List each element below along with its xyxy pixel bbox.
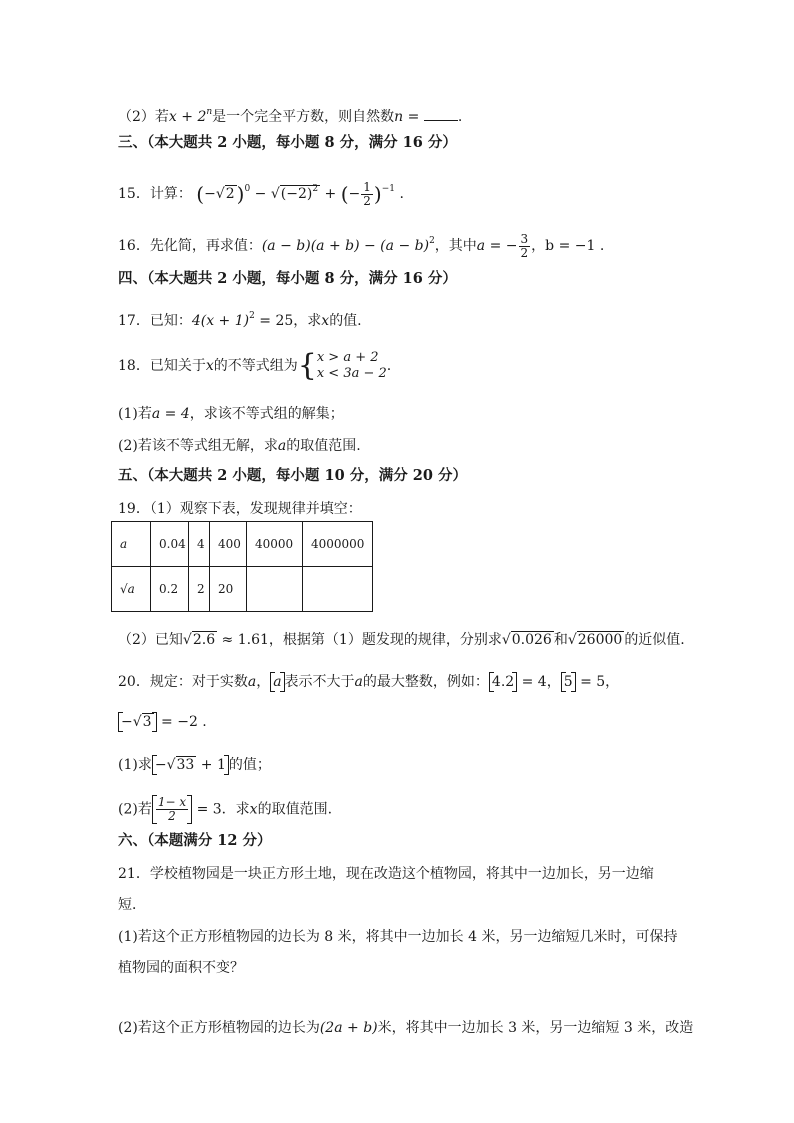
question-18-part1: (1)若a = 4，求该不等式组的解集； xyxy=(118,406,344,422)
question-20-part2: (2)若 $\frac{1- x}{2}$ = 3．求x的取值范围. xyxy=(118,795,333,823)
q-number: 15．计算： xyxy=(118,186,192,202)
fraction: $\frac{1}{2}$ xyxy=(363,179,371,208)
question-17 xyxy=(118,307,362,330)
sqrt-expr: $√(-2)^2$ xyxy=(270,184,319,202)
expr: (a − b)(a + b) − (a − b) xyxy=(261,238,430,254)
var: a = − xyxy=(476,238,518,254)
section-5-heading: 五、（本大题共 2 小题，每小题 10 分，满分 20 分） xyxy=(118,467,467,484)
inequality-system: x > a + 2 x < 3a − 2 xyxy=(316,350,387,381)
question-21-cont: 短． xyxy=(118,897,146,913)
table-cell: 40000 xyxy=(247,522,303,567)
question-16 xyxy=(118,232,604,260)
text: ，b = −1 . xyxy=(531,238,605,254)
pattern-table xyxy=(111,521,373,612)
question-21-part1: (1)若这个正方形植物园的边长为 8 米，将其中一边加长 4 米，另一边缩短几米时，可保持 xyxy=(118,929,678,945)
table-cell: 4000000 xyxy=(303,522,373,567)
paren: ( xyxy=(196,182,205,206)
paren: ) xyxy=(373,182,382,206)
q14-part2 xyxy=(118,103,462,126)
expr: 4(x + 1) xyxy=(191,313,250,329)
text: . xyxy=(386,358,392,374)
sqrt-expr: √0.026 xyxy=(501,632,552,648)
var: x xyxy=(205,358,214,374)
text: 的值. xyxy=(329,313,362,329)
question-15: 15．计算： (−√2 )$^0 - √(-2)^2$ + (− $\frac{1}{2}$ )$^{-1}$ . xyxy=(118,179,404,208)
text: . xyxy=(457,109,463,125)
exponent: −1 xyxy=(381,184,395,194)
text: 是一个完全平方数，则自然数 xyxy=(212,109,395,125)
table-row xyxy=(112,522,373,567)
var: x xyxy=(321,313,330,329)
sqrt-expr: √2.6 xyxy=(182,632,216,648)
floor-bracket: 5 xyxy=(561,673,576,691)
floor-bracket: $\frac{1- x}{2}$ xyxy=(152,796,192,823)
table-cell-blank[interactable] xyxy=(303,567,373,612)
floor-bracket: −√33 + 1 xyxy=(152,756,229,774)
question-18 xyxy=(118,350,391,382)
table-cell: 400 xyxy=(210,522,247,567)
table-cell: 0.04 xyxy=(151,522,189,567)
question-20-example: −√3 = −2 . xyxy=(118,713,207,731)
eq: = xyxy=(403,109,424,125)
exponent: n xyxy=(206,107,213,117)
table-cell: √a xyxy=(112,567,151,612)
q-number: 16．先化简，再求值： xyxy=(118,238,262,254)
fraction: $\frac{3}{2}$ xyxy=(520,231,529,260)
table-cell: 0.2 xyxy=(151,567,189,612)
text: （2）若 xyxy=(118,109,169,125)
paren: ( xyxy=(340,182,349,206)
expr: x + 2 xyxy=(168,109,207,125)
table-row xyxy=(112,567,373,612)
var: n xyxy=(394,109,404,125)
section-6-heading: 六、（本题满分 12 分） xyxy=(118,832,272,849)
table-cell: 20 xyxy=(210,567,247,612)
sqrt-expr: √2 xyxy=(215,186,235,202)
question-20: 20．规定：对于实数a， a 表示不大于a的最大整数，例如： 4.2 = 4， 5 = 5， xyxy=(118,674,620,690)
table-cell: 2 xyxy=(189,567,210,612)
question-18-part2: (2)若该不等式组无解，求a的取值范围. xyxy=(118,438,361,454)
exponent: 2 xyxy=(249,311,255,321)
question-21-part2: (2)若这个正方形植物园的边长为(2a + b)米，将其中一边加长 3 米，另一边缩短 3 米，改造 xyxy=(118,1020,694,1036)
q-number: 17．已知： xyxy=(118,313,192,329)
floor-bracket: −√3 xyxy=(118,713,157,731)
question-21-part1-cont: 植物园的面积不变？ xyxy=(118,960,244,976)
q-number: 18．已知关于 xyxy=(118,358,206,374)
sqrt-expr: √26000 xyxy=(567,632,623,648)
brace: { xyxy=(297,348,317,383)
text: = 25，求 xyxy=(254,313,322,329)
text: . xyxy=(399,186,404,202)
question-19: 19．（1）观察下表，发现规律并填空： xyxy=(118,501,362,517)
question-20-part1: (1)求 −√33 + 1 的值； xyxy=(118,757,271,773)
text: 的不等式组为 xyxy=(213,358,298,374)
table-cell: 4 xyxy=(189,522,210,567)
table-cell-blank[interactable] xyxy=(247,567,303,612)
answer-blank[interactable] xyxy=(424,108,458,121)
question-19-part2: （2）已知√2.6 ≈ 1.61，根据第（1）题发现的规律，分别求√0.026 和√26000 的近似值. xyxy=(118,632,685,648)
floor-bracket: 4.2 xyxy=(489,673,517,691)
section-3-heading: 三、（本大题共 2 小题，每小题 8 分，满分 16 分） xyxy=(118,134,457,151)
question-21: 21．学校植物园是一块正方形土地，现在改造这个植物园，将其中一边加长，另一边缩 xyxy=(118,866,654,882)
text: ，其中 xyxy=(434,238,477,254)
section-4-heading: 四、（本大题共 2 小题，每小题 8 分，满分 16 分） xyxy=(118,270,457,287)
table-cell: a xyxy=(112,522,151,567)
paren: ) xyxy=(236,182,245,206)
exponent: 0 xyxy=(244,184,251,194)
exponent: 2 xyxy=(429,236,435,246)
floor-bracket: a xyxy=(270,673,284,691)
